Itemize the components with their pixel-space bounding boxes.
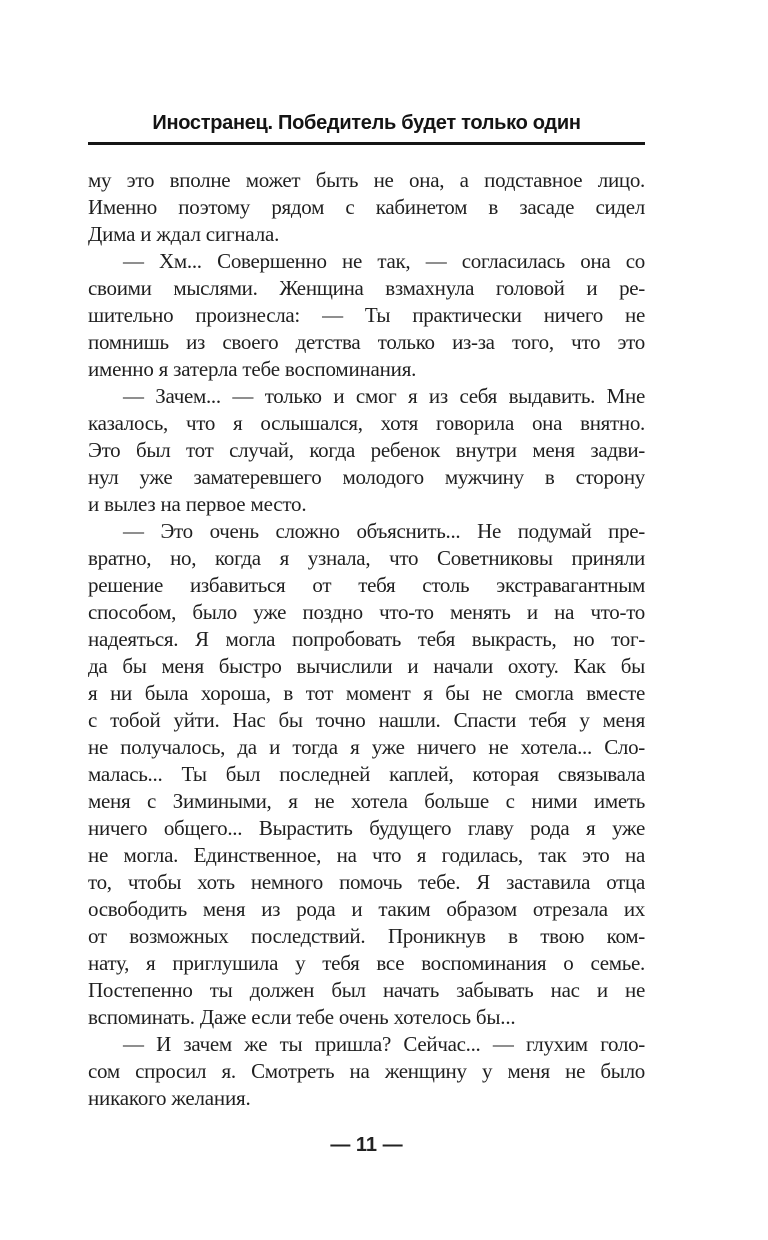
text-line: то, чтобы хоть немного помочь тебе. Я заставила отца	[88, 870, 645, 894]
text-line: Постепенно ты должен был начать забывать нас и не	[88, 978, 645, 1002]
text-line: — И зачем же ты пришла? Сейчас... — глухим голо-	[123, 1032, 645, 1056]
page-footer	[88, 1134, 645, 1157]
text-line: я ни была хороша, в тот момент я бы не смогла вместе	[88, 681, 645, 705]
text-line: малась... Ты был последней каплей, которая связывала	[88, 762, 645, 786]
text-line: нул уже заматеревшего молодого мужчину в сторону	[88, 465, 645, 489]
text-line: Именно поэтому рядом с кабинетом в засаде сидел	[88, 195, 645, 219]
text-line: своими мыслями. Женщина взмахнула головой и ре-	[88, 276, 645, 300]
text-line: не получалось, да и тогда я уже ничего не хотела... Сло-	[88, 735, 645, 759]
paragraph	[88, 167, 645, 248]
text-line: именно я затерла тебе воспоминания.	[88, 357, 417, 381]
paragraph	[88, 248, 645, 383]
text-line: шительно произнесла: — Ты практически ничего не	[88, 303, 645, 327]
text-line: — Это очень сложно объяснить... Не подумай пре-	[123, 519, 645, 543]
text-line: нату, я приглушила у тебя все воспоминания о семье.	[88, 951, 645, 975]
text-line: — Хм... Совершенно не так, — согласилась она со	[123, 249, 645, 273]
text-line: никакого желания.	[88, 1086, 251, 1110]
text-line: не могла. Единственное, на что я годилась, так это на	[88, 843, 645, 867]
text-line: надеяться. Я могла попробовать тебя выкрасть, но тог-	[88, 627, 645, 651]
header-rule	[88, 142, 645, 145]
text-line: освободить меня из рода и таким образом отрезала их	[88, 897, 645, 921]
text-line: Дима и ждал сигнала.	[88, 222, 280, 246]
text-line: с тобой уйти. Нас бы точно нашли. Спасти тебя у меня	[88, 708, 645, 732]
running-header: Иностранец. Победитель будет только один	[152, 112, 581, 134]
text-line: меня с Зимиными, я не хотела больше с ними иметь	[88, 789, 645, 813]
text-line: способом, было уже поздно что-то менять и на что-то	[88, 600, 645, 624]
text-line: ничего общего... Вырастить будущего главу рода я уже	[88, 816, 645, 840]
text-line: сом спросил я. Смотреть на женщину у меня не было	[88, 1059, 645, 1083]
text-line: да бы меня быстро вычислили и начали охоту. Как бы	[88, 654, 645, 678]
text-line: помнишь из своего детства только из-за того, что это	[88, 330, 645, 354]
text-line: Это был тот случай, когда ребенок внутри меня задви-	[88, 438, 645, 462]
paragraph	[88, 518, 645, 1031]
text-line: и вылез на первое место.	[88, 492, 307, 516]
paragraph	[88, 383, 645, 518]
text-body	[88, 167, 645, 1112]
text-line: му это вполне может быть не она, а подставное лицо.	[88, 168, 645, 192]
text-line: вспоминать. Даже если тебе очень хотелось бы...	[88, 1005, 516, 1029]
footer-page-number: — 11 —	[330, 1134, 403, 1156]
text-line: — Зачем... — только и смог я из себя выдавить. Мне	[123, 384, 645, 408]
text-line: казалось, что я ослышался, хотя говорила она внятно.	[88, 411, 645, 435]
text-line: от возможных последствий. Проникнув в твою ком-	[88, 924, 645, 948]
text-line: решение избавиться от тебя столь экстравагантным	[88, 573, 645, 597]
text-line: вратно, но, когда я узнала, что Советниковы приняли	[88, 546, 645, 570]
paragraph	[88, 1031, 645, 1112]
